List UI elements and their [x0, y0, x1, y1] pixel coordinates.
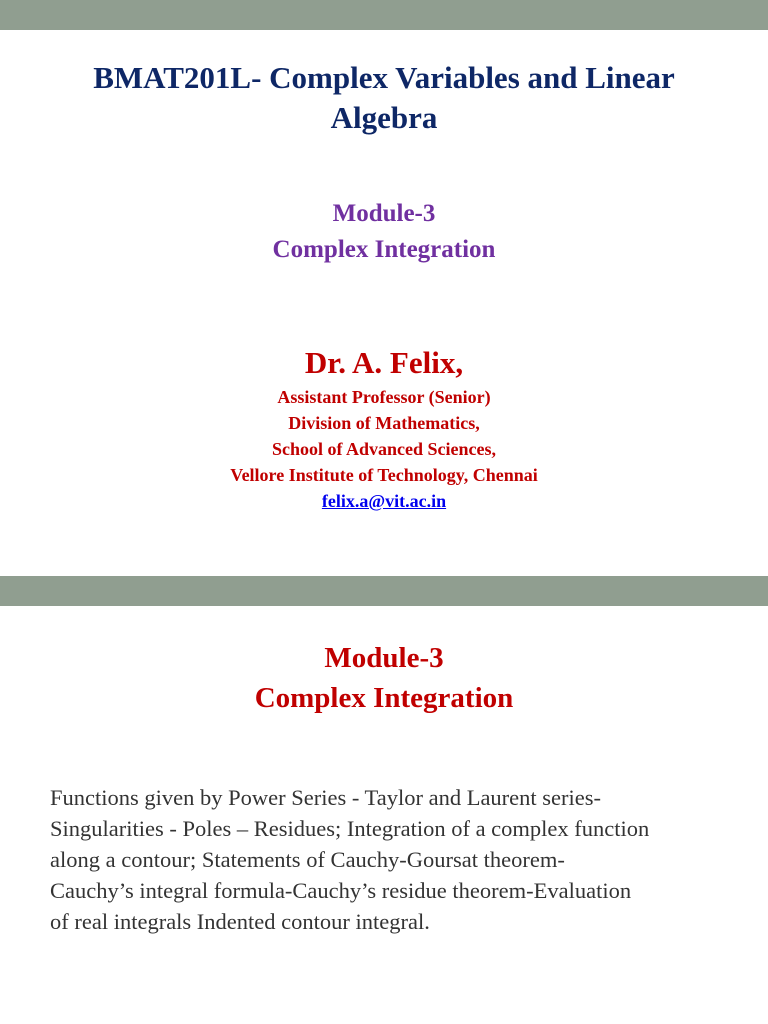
module-topic: Complex Integration — [272, 236, 496, 263]
module-label: Module-3 — [324, 642, 444, 674]
slide-header-band — [0, 576, 768, 606]
email-link[interactable]: felix.a@vit.ac.in — [321, 491, 447, 511]
module-heading — [0, 196, 768, 268]
syllabus-text — [50, 782, 740, 937]
module-heading — [0, 638, 768, 718]
course-title-line: Algebra — [330, 100, 438, 135]
affiliation-line: Vellore Institute of Technology, Chennai — [230, 465, 538, 485]
module-topic: Complex Integration — [254, 682, 514, 714]
author-affiliation — [0, 384, 768, 514]
module-label: Module-3 — [332, 200, 436, 227]
syllabus-line: along a contour; Statements of Cauchy-Goursat theorem- — [50, 847, 565, 872]
syllabus-line: Cauchy’s integral formula-Cauchy’s residue theorem-Evaluation — [50, 878, 632, 903]
course-title-line: BMAT201L- Complex Variables and Linear — [93, 60, 675, 95]
affiliation-line: Division of Mathematics, — [288, 413, 480, 433]
email-row — [0, 488, 768, 514]
author-name: Dr. A. Felix, — [304, 345, 464, 380]
syllabus-line: Singularities - Poles – Residues; Integration of a complex function — [50, 816, 650, 841]
affiliation-line: School of Advanced Sciences, — [271, 439, 496, 459]
affiliation-line: Assistant Professor (Senior) — [277, 387, 491, 407]
slide-header-band — [0, 0, 768, 30]
syllabus-slide — [0, 576, 768, 1024]
syllabus-line: of real integrals Indented contour integral. — [50, 909, 430, 934]
syllabus-line: Functions given by Power Series - Taylor and Laurent series- — [50, 785, 602, 810]
course-title — [0, 58, 768, 138]
